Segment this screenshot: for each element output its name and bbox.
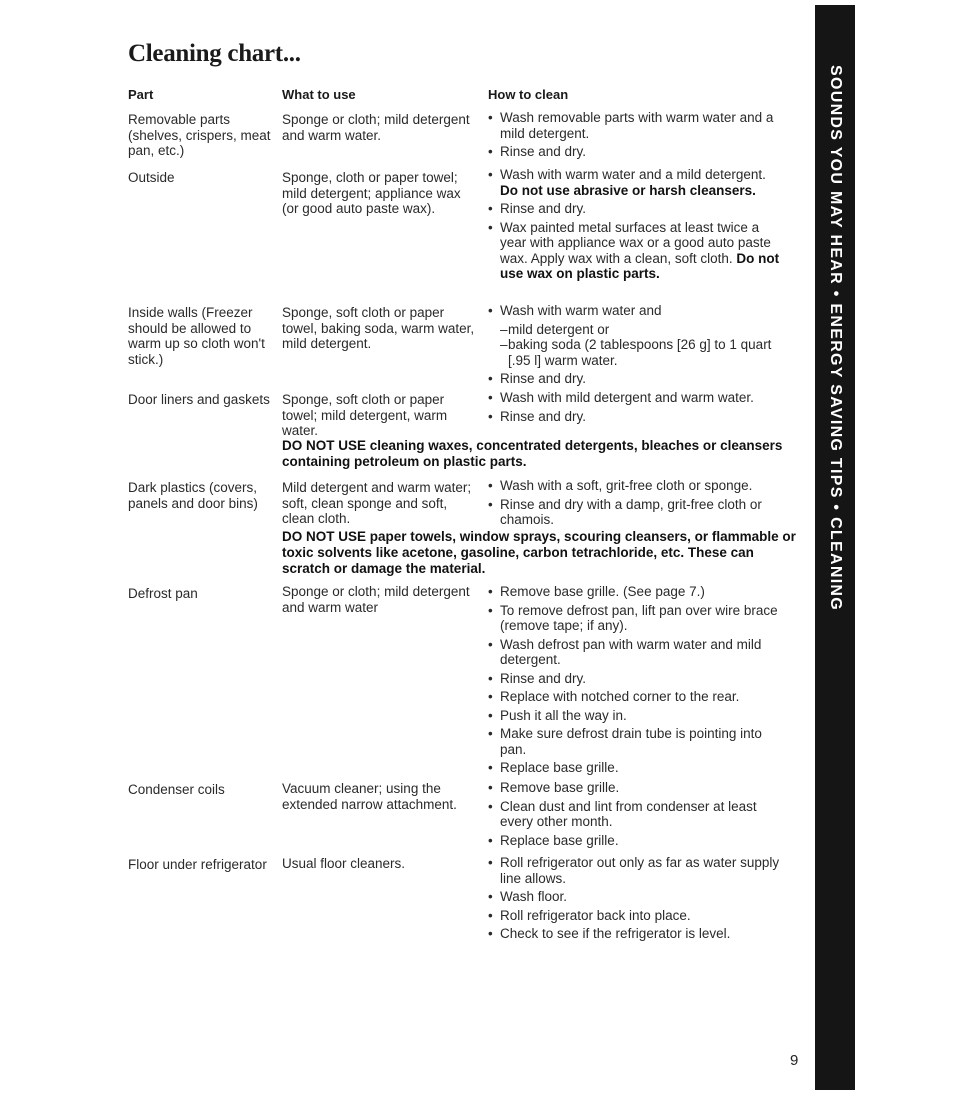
row-floor-what: Usual floor cleaners. xyxy=(282,856,406,871)
header-part: Part xyxy=(128,87,154,102)
list-item: • Roll refrigerator out only as far as water supply line allows. xyxy=(488,855,780,886)
list-item: • Replace base grille. xyxy=(488,760,780,776)
row-outside-part: Outside xyxy=(128,170,175,185)
list-item: • Wash with a soft, grit-free cloth or sponge. xyxy=(488,478,780,494)
bold-warning: Do not use abrasive or harsh cleansers. xyxy=(500,182,756,198)
list-item: • Rinse and dry. xyxy=(488,671,780,687)
row-floor-part: Floor under refrigerator xyxy=(128,857,267,872)
row-dark-plastics-how xyxy=(488,478,780,531)
row-condenser-coils-what: Vacuum cleaner; using the extended narrow attachment. xyxy=(282,781,457,812)
header-how-to-clean: How to clean xyxy=(488,87,569,102)
list-item: • Rinse and dry. xyxy=(488,201,780,217)
list-item: • Wash removable parts with warm water and a mild detergent. xyxy=(488,110,780,141)
sub-list-item: – mild detergent or xyxy=(500,321,610,337)
row-defrost-pan-what: Sponge or cloth; mild detergent and warm water xyxy=(282,584,470,615)
row-inside-walls-part: Inside walls (Freezer should be allowed to warm up so cloth won't stick.) xyxy=(128,305,265,367)
list-item: • Rinse and dry. xyxy=(488,371,780,387)
plastic-parts-warning: DO NOT USE cleaning waxes, concentrated detergents, bleaches or cleansers containing petroleum on plastic parts. xyxy=(282,438,783,469)
row-inside-walls-how xyxy=(488,303,780,390)
row-dark-plastics-part: Dark plastics (covers, panels and door bins) xyxy=(128,480,258,511)
list-item: • Remove base grille. xyxy=(488,780,780,796)
bold-warning: Do not use wax on plastic parts. xyxy=(500,250,780,281)
list-item: • Clean dust and lint from condenser at least every other month. xyxy=(488,799,780,830)
row-door-liners-part: Door liners and gaskets xyxy=(128,392,270,407)
row-condenser-coils-how xyxy=(488,780,780,851)
row-outside-what: Sponge, cloth or paper towel; mild detergent; appliance wax (or good auto paste wax). xyxy=(282,170,461,216)
row-dark-plastics-what: Mild detergent and warm water; soft, clean sponge and soft, clean cloth. xyxy=(282,480,472,526)
header-what-to-use: What to use xyxy=(282,87,356,102)
row-door-liners-what: Sponge, soft cloth or paper towel; mild detergent, warm water. xyxy=(282,392,448,438)
list-item: • Wash with mild detergent and warm water. xyxy=(488,390,780,406)
row-condenser-coils-part: Condenser coils xyxy=(128,782,225,797)
section-tab xyxy=(815,5,855,1090)
dark-plastics-warning: DO NOT USE paper towels, window sprays, scouring cleansers, or flammable or toxic solvents like acetone, gasoline, carbon tetrachloride, etc. These can scratch or damage the material. xyxy=(282,529,796,576)
list-item: • Wash defrost pan with warm water and mild detergent. xyxy=(488,637,780,668)
list-item: • Wash floor. xyxy=(488,889,780,905)
section-tab-label: SOUNDS YOU MAY HEAR • ENERGY SAVING TIPS • CLEANING xyxy=(827,65,844,612)
page-number: 9 xyxy=(790,1052,799,1069)
list-item: • Rinse and dry. xyxy=(488,144,780,160)
page-title: Cleaning chart... xyxy=(128,40,301,67)
list-item: • Wash with warm water and a mild detergent. Do not use abrasive or harsh cleansers. xyxy=(488,167,780,198)
list-item: • Replace with notched corner to the rear. xyxy=(488,689,780,705)
sub-list-item: – baking soda (2 tablespoons [26 g] to 1 quart [.95 l] warm water. xyxy=(500,337,772,368)
list-item: • To remove defrost pan, lift pan over wire brace (remove tape; if any). xyxy=(488,603,780,634)
row-defrost-pan-part: Defrost pan xyxy=(128,586,198,601)
list-item: • Roll refrigerator back into place. xyxy=(488,908,780,924)
list-item: • Rinse and dry. xyxy=(488,409,780,425)
list-item: • Push it all the way in. xyxy=(488,708,780,724)
row-removable-parts-how xyxy=(488,110,780,163)
list-item: • Replace base grille. xyxy=(488,833,780,849)
row-defrost-pan-how xyxy=(488,584,780,779)
row-inside-walls-what: Sponge, soft cloth or paper towel, baking soda, warm water, mild detergent. xyxy=(282,305,475,351)
list-item: • Rinse and dry with a damp, grit-free cloth or chamois. xyxy=(488,497,780,528)
row-floor-how xyxy=(488,855,780,945)
row-removable-parts-part: Removable parts (shelves, crispers, meat pan, etc.) xyxy=(128,112,271,158)
list-item: • Remove base grille. (See page 7.) xyxy=(488,584,780,600)
list-item: • Check to see if the refrigerator is level. xyxy=(488,926,780,942)
row-outside-how xyxy=(488,167,780,285)
list-item: • Make sure defrost drain tube is pointing into pan. xyxy=(488,726,780,757)
row-removable-parts-what: Sponge or cloth; mild detergent and warm water. xyxy=(282,112,470,143)
row-door-liners-how xyxy=(488,390,780,427)
list-item: • Wash with warm water and xyxy=(488,303,780,319)
list-item: • Wax painted metal surfaces at least twice a year with appliance wax or a good auto paste wax. Apply wax with a clean, soft cloth. Do not use wax on plastic parts. xyxy=(488,220,780,282)
